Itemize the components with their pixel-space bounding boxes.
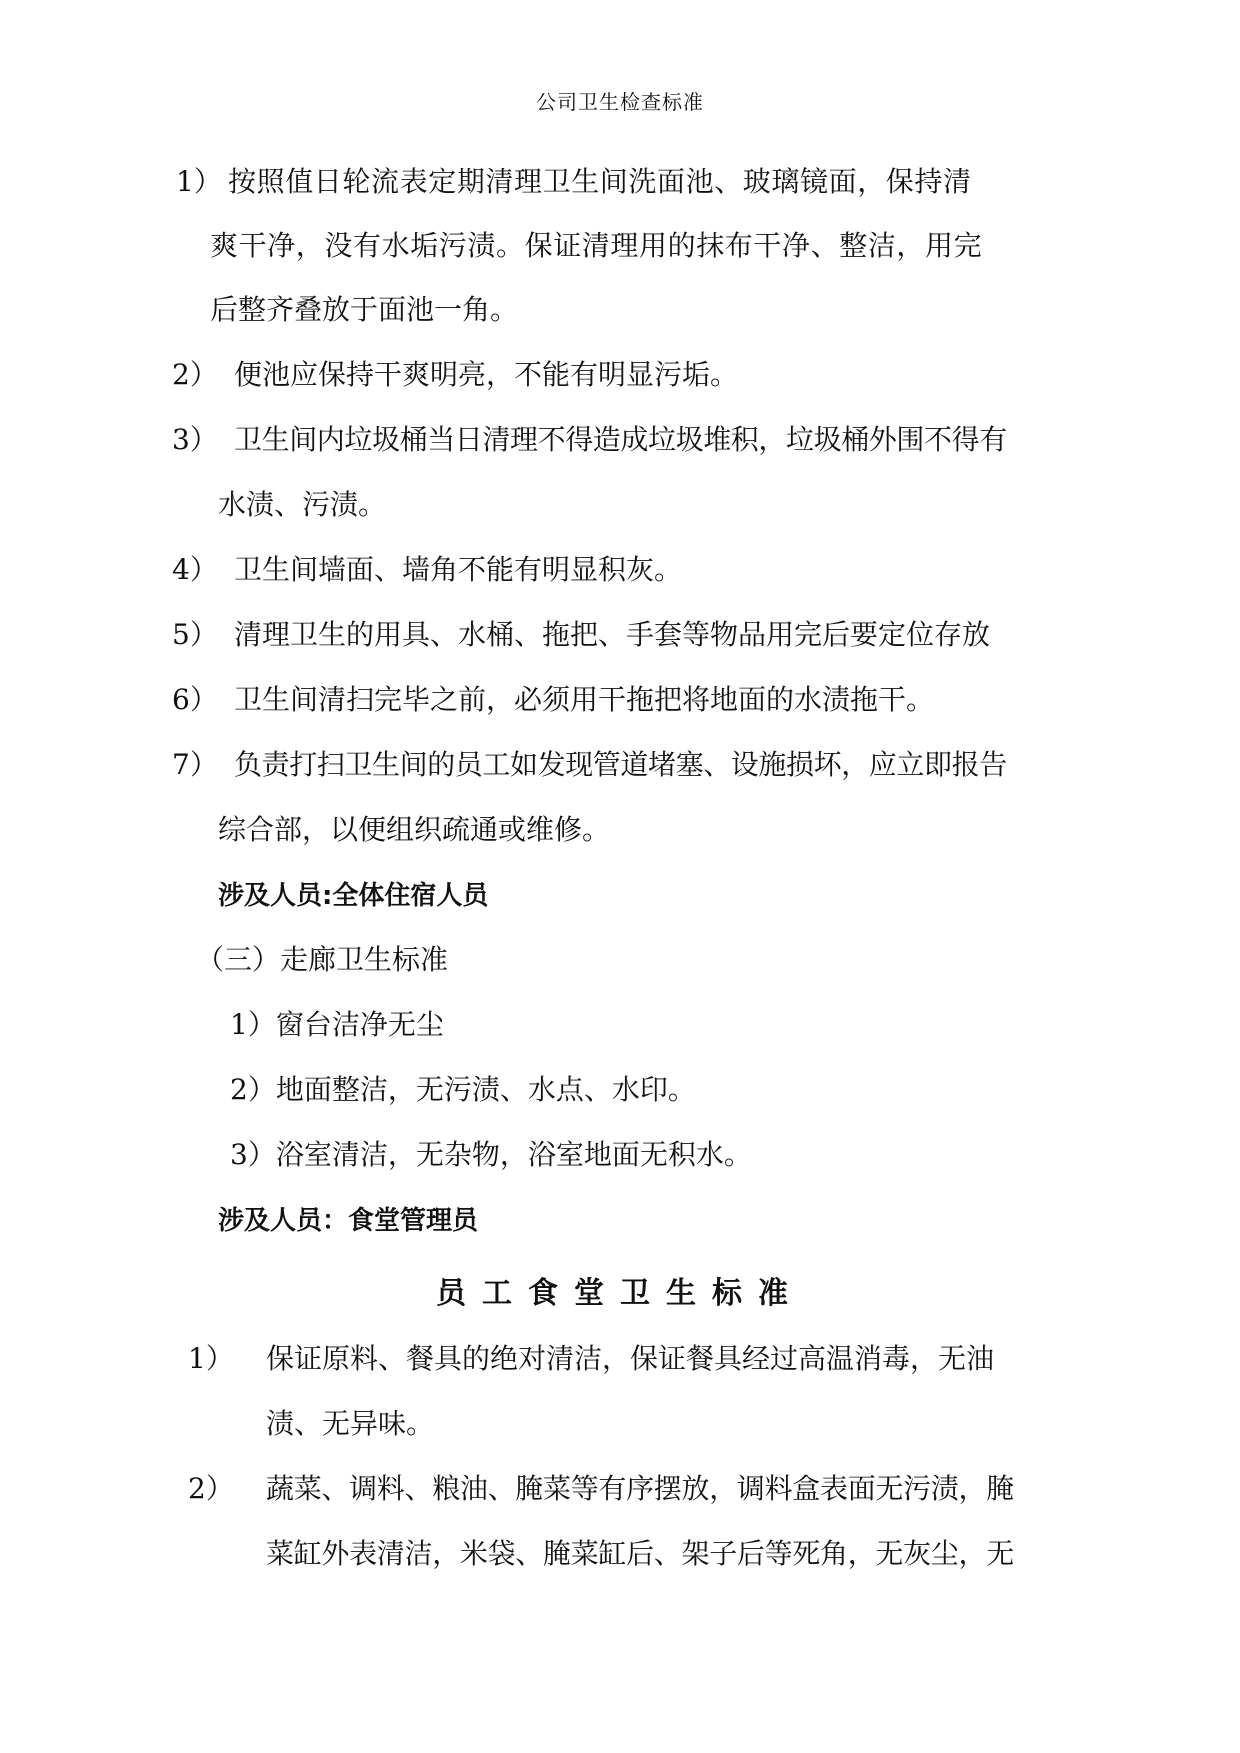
item-text: 渍、无异味。 <box>266 1407 435 1440</box>
item-text: 负责打扫卫生间的员工如发现管道堵塞、设施损坏，应立即报告 <box>234 748 1007 781</box>
item-text: 综合部，以便组织疏通或维修。 <box>218 813 611 846</box>
item-number: 7） <box>172 748 218 781</box>
item-text: 保证原料、餐具的绝对清洁，保证餐具经过高温消毒，无油 <box>266 1342 995 1375</box>
item-number: 2） <box>172 358 218 391</box>
item-text: 便池应保持干爽明亮，不能有明显污垢。 <box>234 358 739 391</box>
item-text: 蔬菜、调料、粮油、腌菜等有序摆放，调料盒表面无污渍，腌 <box>266 1472 1014 1505</box>
item-text: 卫生间清扫完毕之前，必须用干拖把将地面的水渍拖干。 <box>234 683 935 716</box>
section-title: （三）走廊卫生标准 <box>196 943 449 976</box>
corridor-item: 1）窗台洁净无尘 <box>230 1008 444 1041</box>
item-number: 2） <box>188 1472 234 1505</box>
item-text: 后整齐叠放于面池一角。 <box>210 293 519 326</box>
item-text: 爽干净，没有水垢污渍。保证清理用的抹布干净、整洁，用完 <box>210 229 983 262</box>
item-number: 4） <box>172 553 218 586</box>
item-text: 菜缸外表清洁，米袋、腌菜缸后、架子后等死角，无灰尘，无 <box>266 1537 1014 1570</box>
personnel-note: 涉及人员：食堂管理员 <box>218 1206 479 1236</box>
corridor-item: 2）地面整洁，无污渍、水点、水印。 <box>230 1073 696 1106</box>
item-text: 按照值日轮流表定期清理卫生间洗面池、玻璃镜面，保持清 <box>228 165 972 198</box>
item-number: 5） <box>172 618 218 651</box>
item-number: 1） <box>176 165 222 198</box>
item-text: 卫生间墙面、墙角不能有明显积灰。 <box>234 553 683 586</box>
item-text: 清理卫生的用具、水桶、拖把、手套等物品用完后要定位存放 <box>234 618 991 651</box>
page-header: 公司卫生检查标准 <box>536 90 704 114</box>
item-text: 水渍、污渍。 <box>218 488 387 521</box>
item-text: 卫生间内垃圾桶当日清理不得造成垃圾堆积，垃圾桶外围不得有 <box>234 423 1007 456</box>
section-heading: 员工食堂卫生标准 <box>436 1276 804 1311</box>
item-number: 3） <box>172 423 218 456</box>
personnel-note: 涉及人员:全体住宿人员 <box>218 881 489 911</box>
item-number: 6） <box>172 683 218 716</box>
corridor-item: 3）浴室清洁，无杂物，浴室地面无积水。 <box>230 1138 752 1171</box>
item-number: 1） <box>188 1342 234 1375</box>
